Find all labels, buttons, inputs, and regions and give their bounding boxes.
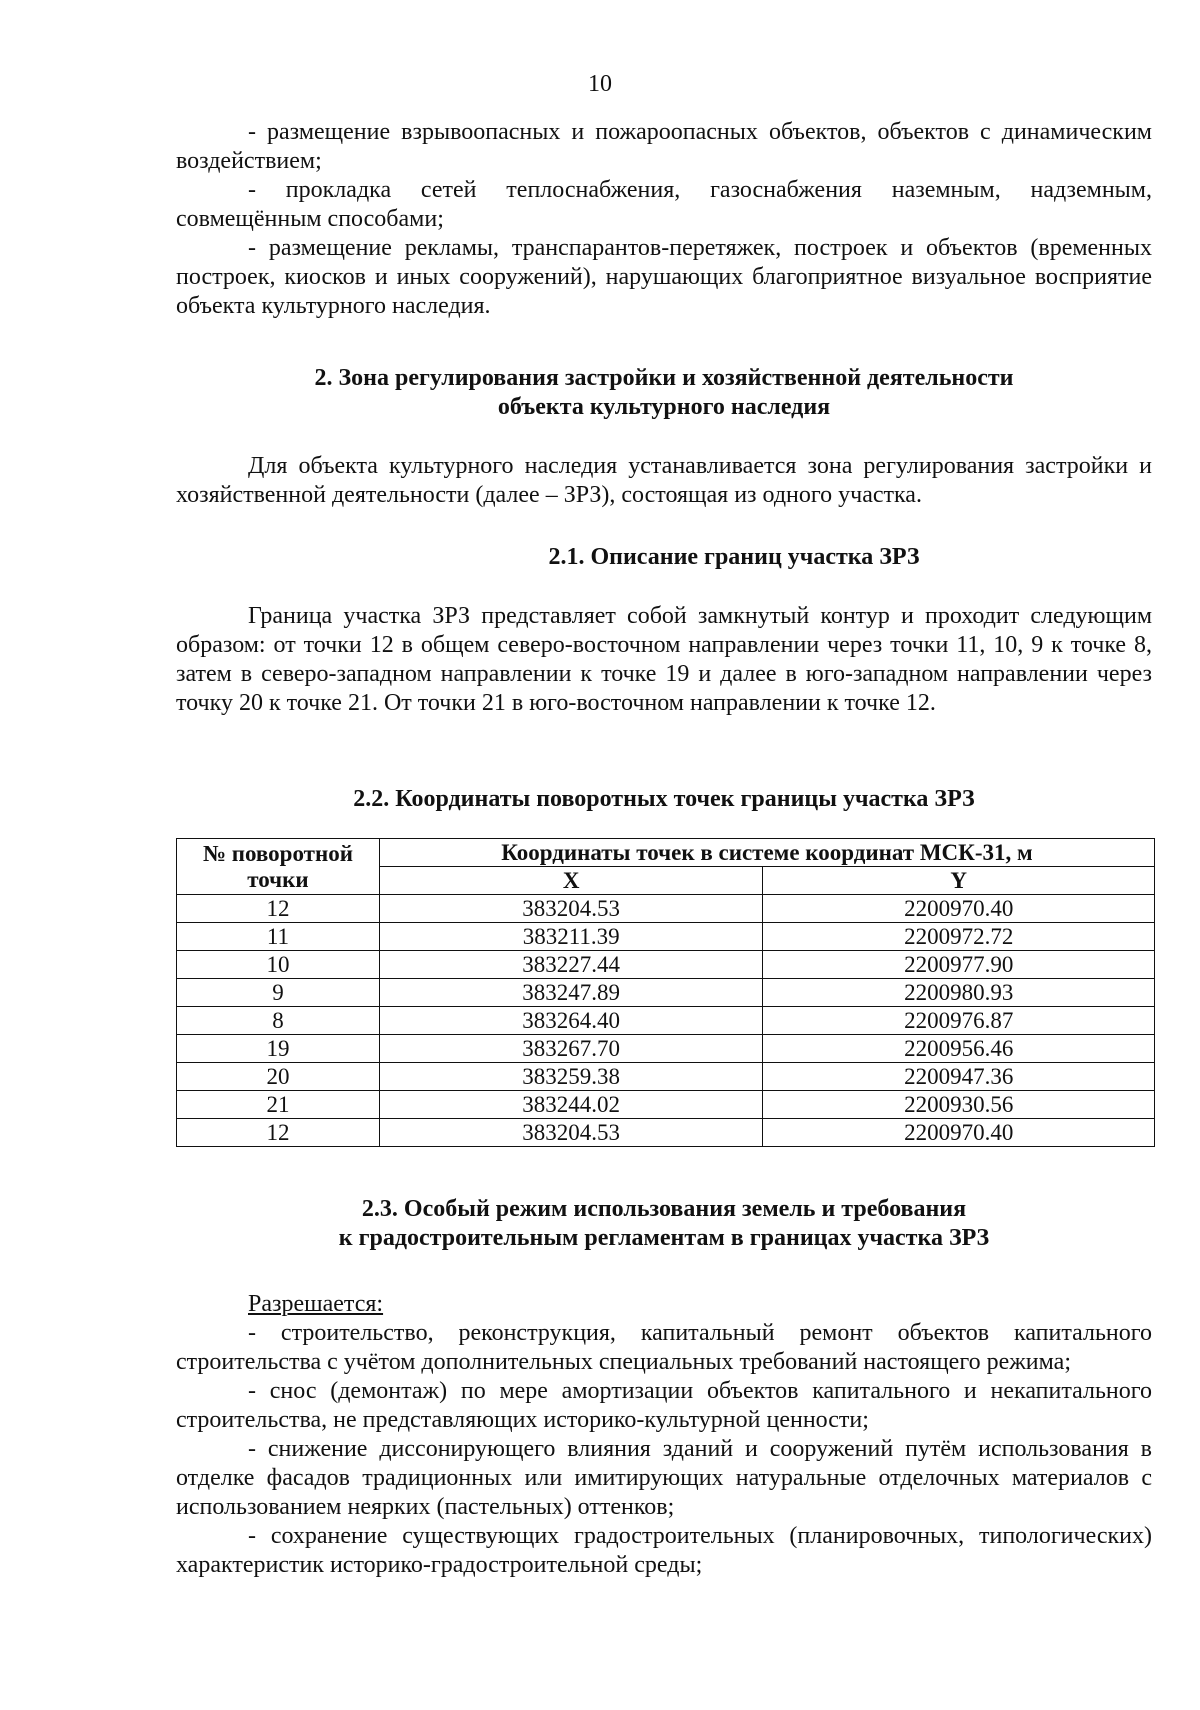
y-cell: 2200970.40 (763, 895, 1155, 923)
point-cell: 12 (177, 895, 380, 923)
y-cell: 2200956.46 (763, 1035, 1155, 1063)
table-row (177, 1063, 1155, 1091)
intro-list (176, 118, 1152, 321)
point-cell: 20 (177, 1063, 380, 1091)
allowed-item: - сохранение существующих градостроительных (планировочных, типологических) характеристик историко-градостроительной среды; (176, 1523, 1152, 1578)
section-2-text (176, 452, 1152, 510)
table-row (177, 1007, 1155, 1035)
section-2-1-text (176, 602, 1152, 718)
header-y: Y (763, 867, 1155, 895)
table-row (177, 1035, 1155, 1063)
section-2-heading (176, 364, 1152, 422)
x-cell: 383247.89 (379, 979, 763, 1007)
table-row (177, 1119, 1155, 1147)
table-row (177, 951, 1155, 979)
y-cell: 2200977.90 (763, 951, 1155, 979)
allowed-item: - снижение диссонирующего влияния зданий и сооружений путём использования в отделке фасадов традиционных или имитирующих натуральные отделочных материалов с использованием неярких (пастельных) оттенков; (176, 1436, 1152, 1520)
section-2-2-title: 2.2. Координаты поворотных точек границы участка ЗРЗ (353, 786, 975, 812)
section-2-3-body (176, 1290, 1152, 1580)
section-2-3-title-line2: к градостроительным регламентам в границах участка ЗРЗ (338, 1225, 990, 1251)
allowed-item: - снос (демонтаж) по мере амортизации объектов капитального и некапитального строительства, не представляющих историко-культурной ценности; (176, 1378, 1152, 1433)
intro-item: - прокладка сетей теплоснабжения, газоснабжения наземным, надземным, совмещённым способами; (176, 177, 1152, 232)
y-cell: 2200970.40 (763, 1119, 1155, 1147)
header-coordinates: Координаты точек в системе координат МСК-31, м (379, 839, 1154, 867)
section-2-title-line2: объекта культурного наследия (497, 394, 831, 420)
table-row (177, 923, 1155, 951)
point-cell: 11 (177, 923, 380, 951)
allowed-label (176, 1290, 1152, 1319)
x-cell: 383264.40 (379, 1007, 763, 1035)
table-row (177, 1091, 1155, 1119)
section-2-3-heading (176, 1195, 1152, 1253)
y-cell: 2200980.93 (763, 979, 1155, 1007)
page-number: 10 (588, 71, 612, 97)
point-cell: 8 (177, 1007, 380, 1035)
header-point-number: № поворотной точки (177, 839, 380, 895)
intro-item: - размещение рекламы, транспарантов-перетяжек, построек и объектов (временных построек, киосков и иных сооружений), нарушающих благоприятное визуальное восприятие объекта культурного наследия. (176, 235, 1152, 319)
x-cell: 383244.02 (379, 1091, 763, 1119)
table-row (177, 895, 1155, 923)
section-2-1-heading (176, 543, 1152, 572)
x-cell: 383267.70 (379, 1035, 763, 1063)
allowed-label-text: Разрешается: (248, 1291, 384, 1317)
section-2-2-heading (176, 785, 1152, 814)
section-2-paragraph: Для объекта культурного наследия устанавливается зона регулирования застройки и хозяйственной деятельности (далее – ЗРЗ), состоящая из одного участка. (176, 453, 1152, 508)
x-cell: 383211.39 (379, 923, 763, 951)
x-cell: 383227.44 (379, 951, 763, 979)
point-cell: 10 (177, 951, 380, 979)
x-cell: 383204.53 (379, 1119, 763, 1147)
x-cell: 383204.53 (379, 895, 763, 923)
point-cell: 9 (177, 979, 380, 1007)
header-x: X (379, 867, 763, 895)
point-cell: 19 (177, 1035, 380, 1063)
allowed-item: - строительство, реконструкция, капитальный ремонт объектов капитального строительства с учётом дополнительных специальных требований настоящего режима; (176, 1320, 1152, 1375)
table-row (177, 979, 1155, 1007)
section-2-1-title: 2.1. Описание границ участка ЗРЗ (548, 544, 920, 570)
y-cell: 2200947.36 (763, 1063, 1155, 1091)
y-cell: 2200930.56 (763, 1091, 1155, 1119)
point-cell: 12 (177, 1119, 380, 1147)
y-cell: 2200976.87 (763, 1007, 1155, 1035)
coordinates-table (176, 838, 1155, 1147)
y-cell: 2200972.72 (763, 923, 1155, 951)
section-2-3-title-line1: 2.3. Особый режим использования земель и требования (361, 1196, 967, 1222)
section-2-title-line1: 2. Зона регулирования застройки и хозяйственной деятельности (314, 365, 1014, 391)
section-2-1-paragraph: Граница участка ЗРЗ представляет собой замкнутый контур и проходит следующим образом: от точки 12 в общем северо-восточном направлении через точки 11, 10, 9 к точке 8, затем в северо-западном направлении к точке 19 и далее в юго-западном направлении через точку 20 к точке 21. От точки 21 в юго-восточном направлении к точке 12. (176, 603, 1152, 716)
table-header-row (177, 839, 1155, 867)
x-cell: 383259.38 (379, 1063, 763, 1091)
intro-item: - размещение взрывоопасных и пожароопасных объектов, объектов с динамическим воздействием; (176, 119, 1152, 174)
point-cell: 21 (177, 1091, 380, 1119)
